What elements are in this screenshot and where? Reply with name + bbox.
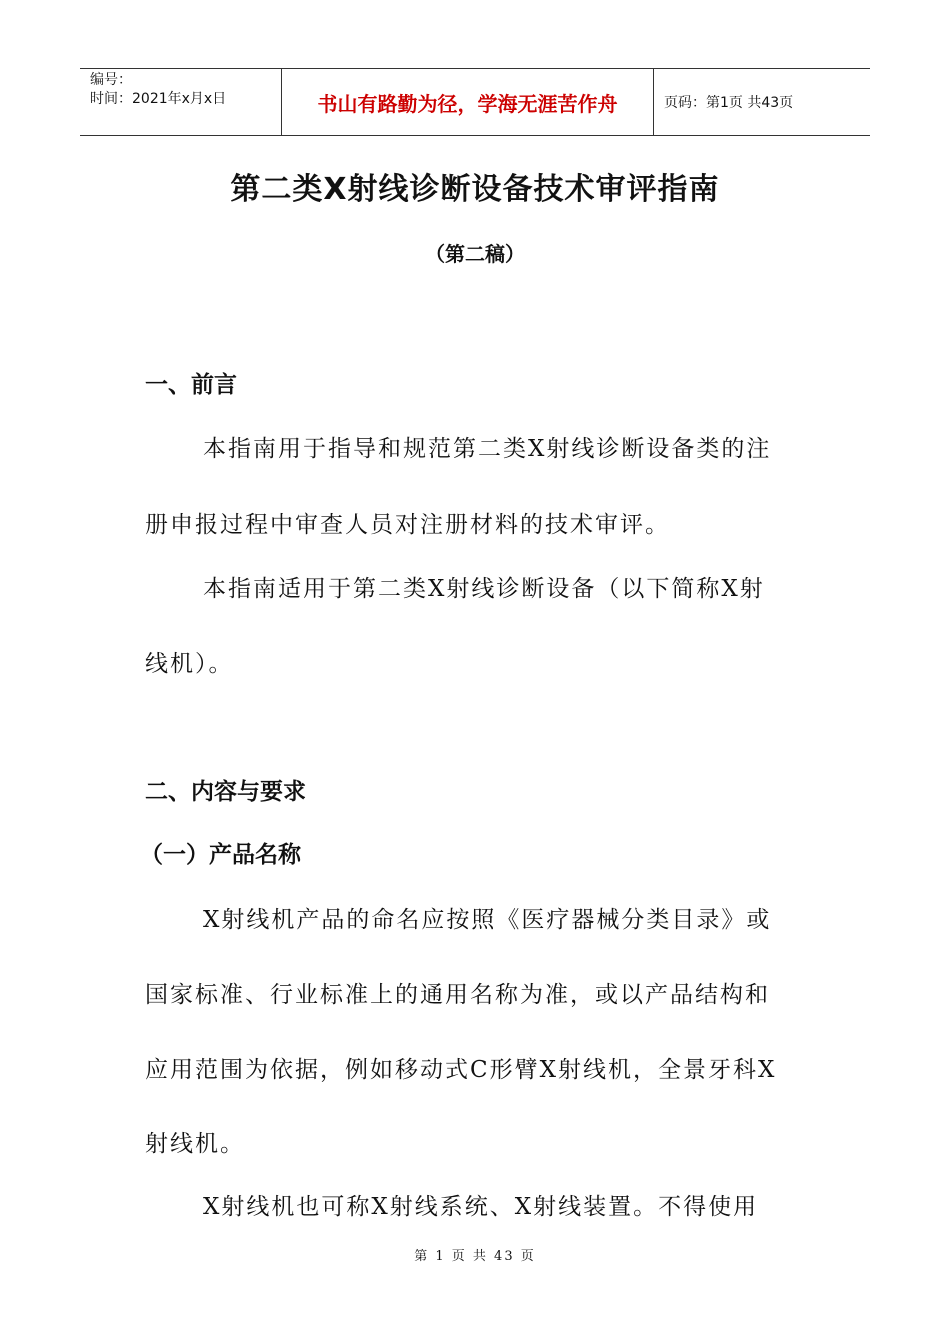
page-footer: 第 1 页 共 43 页 <box>414 1249 536 1264</box>
para1-line1: 本指南用于指导和规范第二类X射线诊断设备类的注 <box>203 436 772 462</box>
number-label: 编号： <box>90 72 132 88</box>
para3-line1: X射线机产品的命名应按照《医疗器械分类目录》或 <box>203 907 772 933</box>
para4-line1: X射线机也可称X射线系统、X射线装置。不得使用 <box>203 1194 759 1220</box>
subsection1-heading: （一）产品名称 <box>140 842 301 868</box>
header-motto: 书山有路勤为径，学海无涯苦作舟 <box>281 69 654 135</box>
time-label: 时间：2021年x月x日 <box>90 91 227 107</box>
header-left-cell <box>80 69 281 135</box>
para2-line1: 本指南适用于第二类X射线诊断设备（以下简称X射 <box>203 576 765 602</box>
para3-line4: 射线机。 <box>145 1131 245 1157</box>
para2-line2: 线机）。 <box>145 651 234 677</box>
para3-line3: 应用范围为依据，例如移动式C形臂X射线机，全景牙科X <box>145 1057 777 1083</box>
section1-heading: 一、前言 <box>145 372 237 398</box>
section2-heading: 二、内容与要求 <box>145 779 306 805</box>
para3-line2: 国家标准、行业标准上的通用名称为准，或以产品结构和 <box>145 982 770 1008</box>
document-title: 第二类X射线诊断设备技术审评指南 <box>230 172 720 207</box>
header-table <box>80 68 870 136</box>
para1-line2: 册申报过程中审查人员对注册材料的技术审评。 <box>145 512 670 538</box>
document-subtitle: （第二稿） <box>425 242 525 266</box>
header-page-info: 页码：第1页 共43页 <box>664 95 794 111</box>
